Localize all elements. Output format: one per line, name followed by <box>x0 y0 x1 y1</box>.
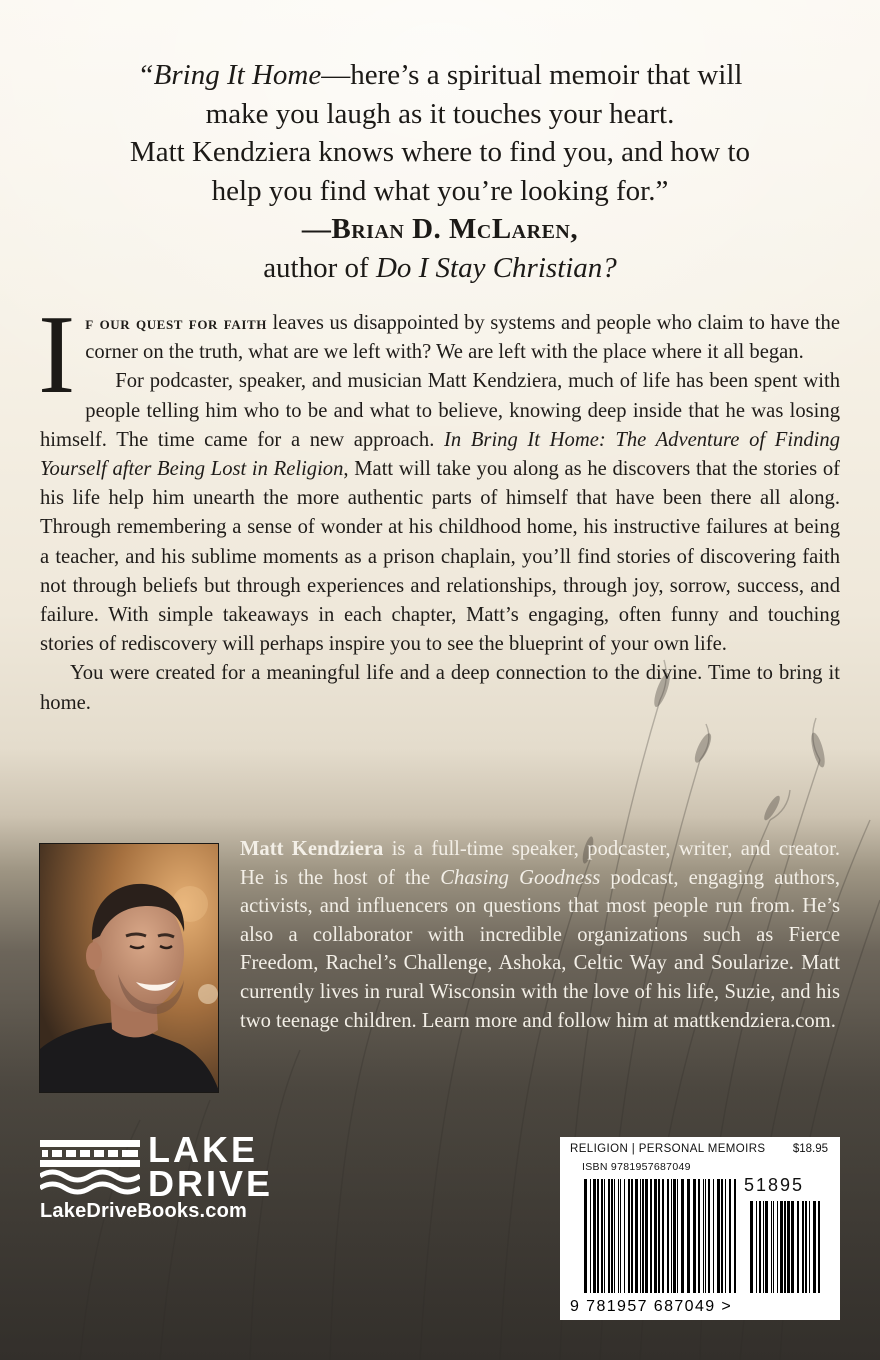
barcode-bar <box>590 1179 591 1293</box>
bisac-category: RELIGION | PERSONAL MEMOIRS <box>570 1143 766 1155</box>
barcode-bar <box>708 1179 710 1293</box>
lake-drive-bridge-icon <box>40 1138 140 1198</box>
barcode-bar <box>773 1201 774 1293</box>
barcode-bar <box>759 1201 761 1293</box>
barcode-bar <box>671 1179 672 1293</box>
barcode-bar <box>584 1179 587 1293</box>
barcode-bar <box>780 1201 783 1293</box>
barcode-bar <box>667 1179 669 1293</box>
barcode-bar <box>698 1179 700 1293</box>
endorsement-quote <box>60 56 820 287</box>
isbn-barcode-box <box>560 1137 840 1320</box>
description-paragraph-2: For podcaster, speaker, and musician Matt Kendziera, much of life has been spent with people telling him who to be and what to believe, knowing deep inside that he was losing himself. The time came for a new approach. In Bring It Home: The Adventure of Finding Yourself after Being Lost in Religion, Matt will take you along as he discovers that the stories of his life help him unearth the more authentic parts of himself that have been there all along. Through remembering a sense of wonder at his childhood home, his instructive failures at being a teacher, and his sublime moments as a prison chaplain, you’ll find stories of discovering faith not through beliefs but through experiences and relationships, through joy, sorrow, success, and failure. With simple takeaways in each chapter, Matt’s engaging, often funny and touching stories of rediscovery will perhaps inspire you to see the blueprint of your own life. <box>40 370 840 656</box>
barcode-bar <box>658 1179 660 1293</box>
publisher-website: LakeDriveBooks.com <box>40 1200 248 1222</box>
barcode-bar <box>624 1179 625 1293</box>
barcode-bar <box>784 1201 786 1293</box>
barcode-bar <box>593 1179 596 1293</box>
isbn-number: ISBN 9781957687049 <box>582 1161 691 1173</box>
barcode-bar <box>705 1179 706 1293</box>
description-paragraph-1: If our quest for faith leaves us disappointed by systems and people who claim to have the corner on the truth, what are we left with? We are left with the place where it all began. <box>38 293 840 417</box>
barcode-bar <box>650 1179 652 1293</box>
logo-word-drive: DRIVE <box>148 1163 274 1204</box>
lead-in-small-caps: f our quest for faith <box>85 313 267 334</box>
barcode-bar <box>604 1179 605 1293</box>
barcode-bar <box>713 1179 714 1293</box>
barcode-bar <box>818 1201 820 1293</box>
barcode-bar <box>681 1179 684 1293</box>
endorsement-line-2: make you laugh as it touches your heart. <box>205 97 675 130</box>
barcode-bar <box>802 1201 804 1293</box>
barcode-bar <box>618 1179 619 1293</box>
endorser-credit: author of Do I Stay Christian? <box>263 251 617 284</box>
barcode-bar <box>654 1179 657 1293</box>
barcode-bar <box>717 1179 720 1293</box>
barcode-bar <box>611 1179 613 1293</box>
barcode-bar <box>631 1179 633 1293</box>
barcode-bar <box>620 1179 621 1293</box>
barcode-addon-number: 51895 <box>744 1175 805 1195</box>
barcode-bar <box>787 1201 790 1293</box>
barcode-bar <box>750 1201 753 1293</box>
endorser-book-title: Do I Stay Christian? <box>375 251 617 284</box>
barcode-bar <box>687 1179 690 1293</box>
barcode-bar <box>721 1179 723 1293</box>
barcode-bar <box>797 1201 799 1293</box>
barcode-bar <box>771 1201 772 1293</box>
full-book-title: In Bring It Home: The Adventure of Finding Yourself after Being Lost in Religion <box>40 428 840 481</box>
book-description <box>38 293 840 718</box>
podcast-title: Chasing Goodness <box>440 866 601 889</box>
barcode-bar <box>608 1179 610 1293</box>
barcode-bar <box>635 1179 638 1293</box>
barcode-bar <box>662 1179 664 1293</box>
ean-barcode <box>570 1175 832 1320</box>
barcode-bar <box>677 1179 678 1293</box>
publisher-logo <box>40 1129 274 1233</box>
barcode-bar <box>693 1179 696 1293</box>
author-bio: Matt Kendziera is a full-time speaker, podcaster, writer, and creator. He is the host of the Chasing Goodness podcast, engaging authors, activists, and influencers on questions that most people run from. He’s also a collaborator with incredible organizations such as Fierce Freedom, Rachel’s Challenge, Ashoka, Celtic Way and Soularize. Matt currently lives in rural Wisconsin with the love of his life, Suzie, and his two teenage children. Learn more and follow him at mattkendziera.com. <box>240 838 840 1032</box>
barcode-bar <box>777 1201 778 1293</box>
barcode-bar <box>809 1201 810 1293</box>
barcode-bar <box>725 1179 726 1293</box>
barcode-bar <box>805 1201 807 1293</box>
barcode-bar <box>642 1179 644 1293</box>
description-paragraph-3: You were created for a meaningful life and a deep connection to the divine. Time to bring it home. <box>40 662 840 714</box>
barcode-bar <box>813 1201 816 1293</box>
author-name: Matt Kendziera <box>240 838 384 860</box>
barcode-bar <box>673 1179 676 1293</box>
endorsement-line-1: “Bring It Home—here’s a spiritual memoir that will <box>137 59 743 91</box>
endorser-name: —Brian D. McLaren, <box>301 213 579 245</box>
barcode-bar <box>614 1179 615 1293</box>
barcode-bar <box>734 1179 736 1293</box>
barcode-bar <box>703 1179 704 1293</box>
price: $18.95 <box>792 1143 828 1155</box>
barcode-bar <box>640 1179 641 1293</box>
barcode-bar <box>791 1201 794 1293</box>
barcode-bar <box>645 1179 648 1293</box>
endorsement-line-3: Matt Kendziera knows where to find you, and how to <box>129 136 751 168</box>
barcode-bar <box>765 1201 768 1293</box>
endorsement-book-title: “Bring It Home <box>137 59 322 91</box>
barcode-bar <box>597 1179 599 1293</box>
logo-word-lake: LAKE <box>148 1129 258 1170</box>
barcode-bar <box>628 1179 630 1293</box>
barcode-bar <box>601 1179 603 1293</box>
author-photo <box>39 843 219 1093</box>
endorsement-line-4: help you find what you’re looking for.” <box>211 174 669 207</box>
barcode-bar <box>729 1179 731 1293</box>
barcode-bar <box>756 1201 757 1293</box>
ean-digits: 9 781957 687049 > <box>570 1298 733 1315</box>
barcode-bar <box>763 1201 764 1293</box>
drop-cap: I <box>38 293 76 417</box>
